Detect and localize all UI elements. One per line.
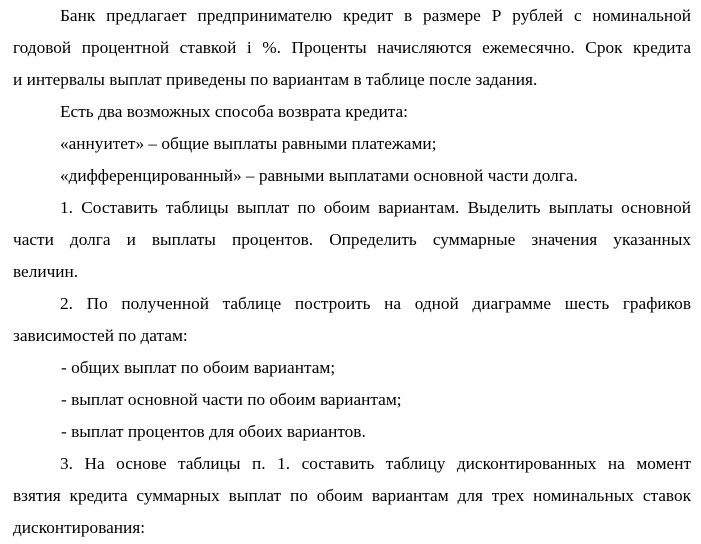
- text-line: - выплат процентов для обоих вариантов.: [61, 422, 366, 441]
- text-line: 3. На основе таблицы п. 1. составить таблицу дисконтированных на момент: [60, 454, 691, 473]
- text-line: взятия кредита суммарных выплат по обоим вариантам для трех номинальных ставок: [13, 486, 691, 505]
- text-line: дисконтирования:: [13, 518, 146, 537]
- text-line: Есть два возможных способа возврата кредита:: [60, 102, 408, 121]
- text-line: - общих выплат по обоим вариантам;: [61, 358, 336, 377]
- text-line: зависимостей по датам:: [13, 326, 188, 345]
- text-line: Банк предлагает предпринимателю кредит в размере Р рублей с номинальной: [60, 6, 691, 25]
- text-line: части долга и выплаты процентов. Определить суммарные значения указанных: [13, 230, 691, 249]
- text-line: годовой процентной ставкой i %. Проценты начисляются ежемесячно. Срок кредита: [13, 38, 691, 57]
- text-line: величин.: [13, 262, 79, 281]
- text-line: «дифференцированный» – равными выплатами основной части долга.: [60, 166, 578, 185]
- text-line: «аннуитет» – общие выплаты равными платежами;: [60, 134, 437, 153]
- text-line: 1. Составить таблицы выплат по обоим вариантам. Выделить выплаты основной: [60, 198, 691, 217]
- text-line: и интервалы выплат приведены по вариантам в таблице после задания.: [13, 70, 538, 89]
- text-line: - выплат основной части по обоим вариантам;: [61, 390, 402, 409]
- text-line: 2. По полученной таблице построить на одной диаграмме шесть графиков: [60, 294, 691, 313]
